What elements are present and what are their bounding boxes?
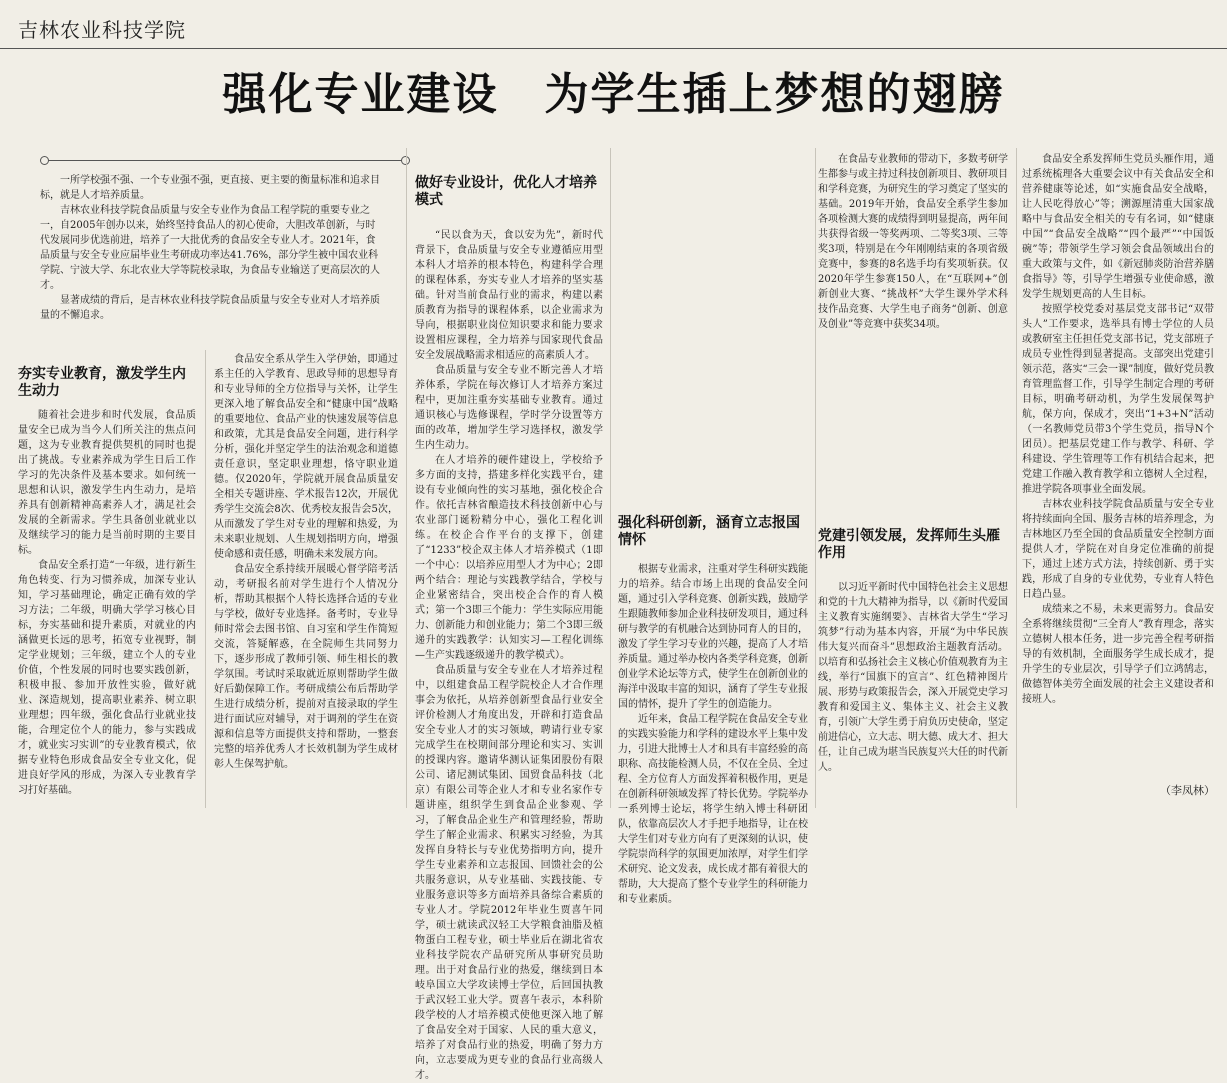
s2-p1: “民以食为天，食以安为先”，新时代背景下，食品质量与安全专业遵循应用型本科人才培养的根本特色，构建科学合理的课程体系，夯实专业人才培养的坚实基础。针对当前食品行业的需求，构建以素质教育为指导的课程体系，以企业需求为导向，根据职业岗位知识要求和能力要求设置相应课程，全力培养与国家现代食品安全发展战略需求相适应的高素质人才。	[415, 230, 603, 361]
s2-p4: 食品质量与安全专业在人才培养过程中，以组建食品工程学院校企人才合作理事会为依托，从培养创新型食品行业安全评价检测人才角度出发，开辟和打造食品安全专业人才的实习领域，聘请行业专家完成学生在校期间部分理论和实习、实训的授课内容。邀请华测认证集团股份有限公司、诸尼测试集团、国贸食品科技（北京）有限公司等企业人才和专业名家作专题讲座，组织学生到食品企业参观、学习，了解食品企业生产和管理经验，帮助学生了解企业需求、积累实习经验，为其发挥自身特长与专业优势指明方向，提升学生专业素养和立志报国、回馈社会的公共服务意识，从专业基础、实践技能、专业服务意识等多方面培养具备综合素质的专业人才。学院2012年毕业生贾喜午同学，硕士就读武汉轻工大学粮食油脂及植物蛋白工程专业，硕士毕业后在湖北省农业科技学院农产品研究所从事研究员助理。出于对食品行业的热爱，继续到日本岐阜国立大学攻读博士学位，后回国执教于武汉轻工业大学。贾喜午表示，本科阶段学校的人才培养模式使他更深入地了解了食品安全对于国家、人民的重大意义，培养了对食品行业的热爱，明确了努力方向，立志要成为更专业的食品行业高级人才。	[415, 665, 603, 1081]
column-rule	[610, 148, 611, 808]
s3-p2: 近年来，食品工程学院在食品安全专业的实践实验能力和学科的建设水平上集中发力，引进大批博士人才和具有丰富经验的高职称、高技能检测人员，不仅在全员、全过程、全方位育人方面发挥着积极作用，更是在创新科研领域发挥了特长优势。学院举办一系列博士论坛，将学生纳入博士科研团队，依靠高层次人才手把手地指导，让在校大学生们对专业方向有了更深刻的认识，使学院崇尚科学的氛围更加浓厚，对学生们学术研究、论文发表，成长成才都有着很大的帮助，大大提高了整个专业学生的科研能力和专业素质。	[618, 714, 808, 905]
newspaper-section-label: 吉林农业科技学院	[18, 18, 186, 42]
section1-col1	[18, 408, 196, 800]
divider-line	[48, 160, 402, 161]
column-rule	[406, 148, 407, 808]
header-rule	[0, 48, 1227, 49]
s4-p5: 成绩来之不易，未来更需努力。食品安全系将继续贯彻“三全育人”教育理念，落实立德树人根本任务，进一步完善全程考研指导的有效机制，全面服务学生成长成才，提升学生的专业层次，引导学子们立鸿鹄志，做德智体美劳全面发展的社会主义建设者和接班人。	[1022, 604, 1214, 705]
section4-body	[818, 580, 1008, 804]
s1-col2-p1: 食品安全系从学生入学伊始，即通过系主任的入学教育、思政导师的思想导育和专业导师的全方位指导与关怀，让学生更深入地了解食品安全和“健康中国”战略的重要地位、食品产业的快速发展等信息和政策，尤其是食品安全问题，进行科学分析，强化并坚定学生的法治观念和道德责任意识，坚定职业理想，恪守职业道德。仅2020年，学院就开展食品质量安全相关专题讲座、学术报告12次，开展优秀学生交流会8次、优秀校友报告会5次，从而激发了学生对专业的理解和热爱，为未来职业规划、人生规划指明方向，增强使命感和责任感，明确未来发展方向。	[214, 354, 398, 560]
article-headline: 强化专业建设 为学生插上梦想的翅膀	[222, 69, 1005, 120]
section2-title: 做好专业设计，优化人才培养模式	[415, 175, 597, 208]
lead-p2: 吉林农业科技学院食品质量与安全专业作为食品工程学院的重要专业之一，自2005年创办以来，始终坚持食品人的初心使命，大胆改革创新，与时代发展同步优选前进，培养了一大批优秀的食品安全专业人才。2021年，食品质量与安全专业应届毕业生考研成功率达41.76%，部分学生被中国农业科学院、宁波大学、东北农业大学等院校录取，为食品专业输送了更高层次的人才。	[40, 205, 380, 291]
section3-body	[618, 562, 808, 905]
column-rule	[205, 350, 206, 808]
s4-p3: 按照学校党委对基层党支部书记“双带头人”工作要求，选举具有博士学位的人员或教研室主任担任党支部书记，党支部班子成员专业性得到显著提高。支部突出党建引领示范，落实“三会一课”制度，做好党员教育管理监督工作，引导学生制定合理的考研目标，明确考研动机，为学生发展保驾护航，保方向，保成才，突出“1+3+N”活动（一名教师党员带3个学生党员，指导N个团员）。把基层党建工作与教学、科研、学科建设、学生管理等工作有机结合起来，把党建工作融入教育教学和立德树人全过程，推进学院各项事业全面发展。	[1022, 304, 1214, 495]
s4-p1: 以习近平新时代中国特色社会主义思想和党的十九大精神为指导，以《新时代爱国主义教育实施纲要》、吉林省大学生“学习筑梦”行动为基本内容，开展“为中华民族伟大复兴而奋斗”思想政治主题教育活动。以培育和弘扬社会主义核心价值观教育为主线，举行“国旗下的宣言”、红色精神图片展、形势与政策报告会，深入开展党史学习教育和爱国主义、集体主义、社会主义教育，引领广大学生勇于肩负历史使命，坚定前进信心，立大志、明大德、成大才、担大任，让自己成为堪当民族复兴大任的时代新人。	[818, 582, 1008, 773]
column-rule	[1016, 148, 1017, 808]
lead-p1: 一所学校强不强、一个专业强不强，更直接、更主要的衡量标准和追求目标，就是人才培养质量。	[40, 175, 380, 201]
lead-p3: 显著成绩的背后，是吉林农业科技学院食品质量与安全专业对人才培养质量的不懈追求。	[40, 295, 380, 321]
s3-p3: 在食品专业教师的带动下，多数考研学生都参与或主持过科技创新项目、教研项目和学科竞赛，为研究生的学习奠定了坚实的基础。2019年开始，食品安全系学生参加各项检测大赛的成绩得到明显提高，两年间共获得省级一等奖两项、二等奖3项、三等奖3项，特别是在今年刚刚结束的各项省级竞赛中，参赛的8名选手均有奖项斩获。仅2020年学生参赛150人，在“互联网+”创新创业大赛、“挑战杯”大学生课外学术科技作品竞赛、大学生电子商务“创新、创意及创业”等竞赛中获奖34项。	[818, 154, 1008, 330]
s1-col1-p2: 食品安全系打造“一年级，进行新生角色转变、行为习惯养成，加深专业认知，学习基础理论，确定正确有效的学习方法；二年级，明确大学学习核心目标，夯实基础和提升素质，对就业的内涵做更长远的思考，拓宽专业视野，制定学业规划；三年级，建立个人的专业价值，个性发展的同时也要实践创新，积极申报、参加开放性实验，做好就业、深造规划，提高职业素养、树立职业理想；四年级，强化食品行业就业技能，合理定位个人的能力，参与实践成才，就业实习实训”的专业教育模式，依据专业特色形成食品安全专业文化，促进良好学风的形成，为深入专业教育学习打好基础。	[18, 560, 196, 796]
section2-body	[415, 228, 603, 1081]
section1-col2	[214, 352, 398, 800]
section4-continued	[1022, 152, 1214, 780]
author-byline: （李凤林）	[1160, 784, 1215, 797]
section1-title: 夯实专业教育，激发学生内生动力	[18, 366, 186, 399]
s2-p3: 在人才培养的硬件建设上，学校给予多方面的支持，搭建多样化实践平台，建设有专业倾向性的实习基地，强化校企合作。依托吉林省酿造技术科技创新中心与农业部门诞粉精分中心，强化工程化训练。在校企合作平台的支撑下，创建了“1233”校企双主体人才培养模式（1即一个中心：以培养应用型人才为中心；2即两个结合：理论与实践教学结合，学校与企业紧密结合，突出校企合作的育人模式；第一个3即三个能力：学生实际应用能力、创新能力和创业能力；第二个3即三级递升的实践教学：认知实习—工程化训练—生产实践逐级递升的教学模式）。	[415, 455, 603, 661]
s1-col2-p2: 食品安全系持续开展暖心督学陪考活动，考研报名前对学生进行个人情况分析，帮助其根据个人特长选择合适的专业与学校，做好专业选择。备考时，专业导师时常会去图书馆、自习室和学生作简短交流，答疑解惑，在全院师生共同努力下，逐步形成了教师引领、师生相长的教学氛围。考试时采取就近原则帮助学生做好后勤保障工作。考研成绩公布后帮助学生进行成绩分析，提前对直接录取的学生进行面试应对辅导，对于调剂的学生在资源和信息等方面提供支持和帮助，一整套完整的培养优秀人才长效机制为学生成材彰人生保驾护航。	[214, 564, 398, 770]
section3-continued	[818, 152, 1008, 506]
column-rule	[815, 148, 816, 808]
lead-paragraphs	[40, 173, 382, 323]
s4-p2: 食品安全系发挥师生党员头雁作用，通过系统梳理各大重要会议中有关食品安全和营养健康等论述，如“实施食品安全战略，让人民吃得放心”等；溯源厘清重大国家战略中与食品安全相关的专有名词，如“健康中国”“食品安全战略”“四个最严”“中国饭碗”等；带领学生学习领会食品领域出台的重大政策与文件，如《新冠肺炎防治营养膳食指导》等，引导学生增强专业使命感，激发学生规划更高的人生目标。	[1022, 154, 1214, 300]
section3-title: 强化科研创新，涵育立志报国情怀	[618, 515, 800, 548]
section4-title: 党建引领发展，发挥师生头雁作用	[818, 528, 1000, 561]
lead-divider	[40, 157, 410, 163]
s3-p1: 根据专业需求，注重对学生科研实践能力的培养。结合市场上出现的食品安全问题，通过引入学科竞赛、创新实践，鼓励学生跟随教师参加企业科技研发项目，通过科研与教学的有机融合达到协同育人的目的，激发了学生学习专业的兴趣，提高了人才培养质量。通过举办校内各类学科竞赛，创新创业学术论坛等方式，使学生在创新创业的海洋中汲取丰富的知识，涵育了学生专业报国的情怀，提升了学生的创造能力。	[618, 564, 808, 710]
s1-col1-p1: 随着社会进步和时代发展，食品质量安全已成为当今人们所关注的焦点问题，这为专业教育提供契机的同时也提出了挑战。专业素养成为学生日后工作学习的先决条件及基本要求。如何统一思想和认识，激发学生内生动力，是培养具有创新精神高素养人才，满足社会发展的全新需求。学生具备创业就业以及继续学习的能力是当前时期的主要目标。	[18, 410, 196, 556]
s4-p4: 吉林农业科技学院食品质量与安全专业将持续面向全国、服务吉林的培养理念，为吉林地区乃至全国的食品质量安全控制方面提供人才，学院在对自身定位准确的前提下，通过上述方式方法，持续创新、勇于实践，形成了自身的专业优势，专业育人特色日趋凸显。	[1022, 499, 1214, 600]
s2-p2: 食品质量与安全专业不断完善人才培养体系，学院在每次修订人才培养方案过程中，更加注重夯实基础专业教育。通过通识核心与选修课程，学时学分设置等方面的改革，增加学生学习选择权，激发学生内生动力。	[415, 365, 603, 451]
